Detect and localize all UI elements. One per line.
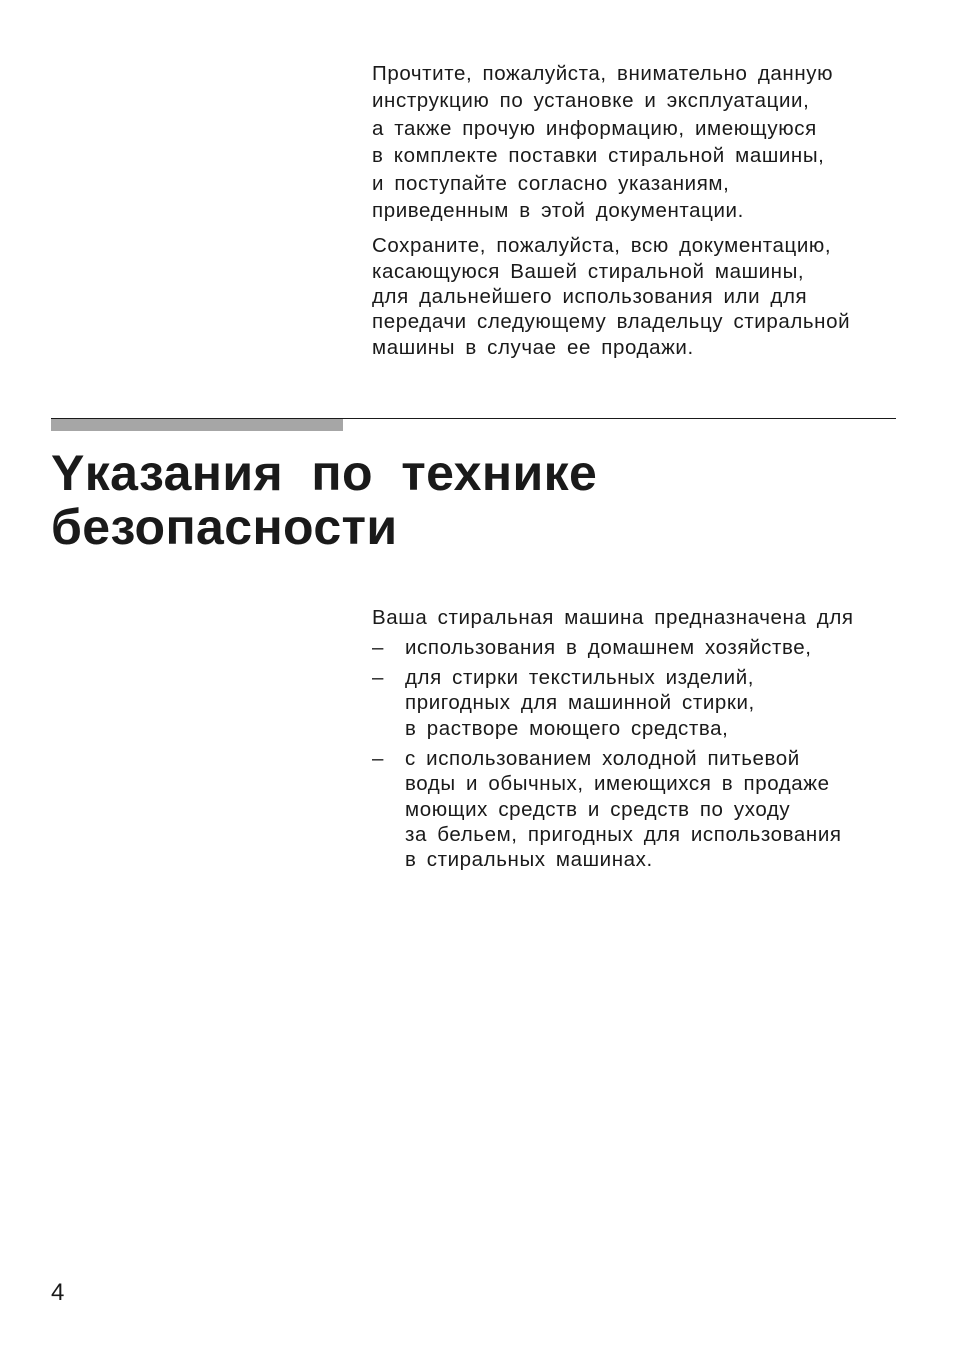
text-line: Сохраните, пожалуйста, всю документацию, [372, 234, 832, 258]
section-title-line: Yказания по технике [51, 445, 598, 501]
text-line: с использованием холодной питьевой [405, 746, 800, 770]
intro-text [372, 60, 912, 360]
text-line: пригодных для машинной стирки, [405, 691, 755, 715]
text-line: для дальнейшего использования или для [372, 285, 808, 309]
text-line: в стиральных машинах. [405, 848, 653, 872]
purpose-list [372, 635, 932, 873]
text-line: и поступайте согласно указаниям, [372, 171, 730, 195]
purpose-block [372, 605, 932, 877]
text-line: моющих средств и средств по уходу [405, 797, 791, 821]
list-item [372, 746, 932, 872]
text-line: Прочтите, пожалуйста, внимательно данную [372, 62, 834, 85]
list-item [372, 635, 932, 660]
dash-bullet: – [372, 746, 385, 770]
text-line: воды и обычных, имеющихся в продаже [405, 772, 830, 796]
text-line: использования в домашнем хозяйстве, [405, 635, 812, 659]
text-line: в комплекте поставки стиральной машины, [372, 144, 825, 168]
text-line: за бельем, пригодных для использования [405, 822, 842, 846]
text-line: приведенным в этой документации. [372, 199, 744, 223]
dash-bullet: – [372, 635, 385, 659]
text-line: машины в случае ее продажи. [372, 335, 694, 359]
purpose-lead: Ваша стиральная машина предназначена для [372, 606, 854, 629]
text-line: касающуюся Вашей стиральной машины, [372, 259, 805, 283]
text-line: передачи следующему владельцу стиральной [372, 310, 851, 334]
text-line: а также прочую информацию, имеющуюся [372, 116, 817, 140]
text-line: инструкцию по установке и эксплуатации, [372, 89, 810, 113]
dash-bullet: – [372, 666, 385, 690]
section-title-line: безопасности [51, 499, 398, 555]
intro-paragraph-keep [372, 233, 912, 359]
text-line: в растворе моющего средства, [405, 716, 729, 740]
section-accent-bar [51, 419, 343, 431]
page-number: 4 [51, 1279, 65, 1306]
list-item [372, 665, 932, 741]
intro-paragraph-read [372, 60, 912, 224]
section-title [51, 446, 597, 554]
text-line: для стирки текстильных изделий, [405, 666, 755, 690]
